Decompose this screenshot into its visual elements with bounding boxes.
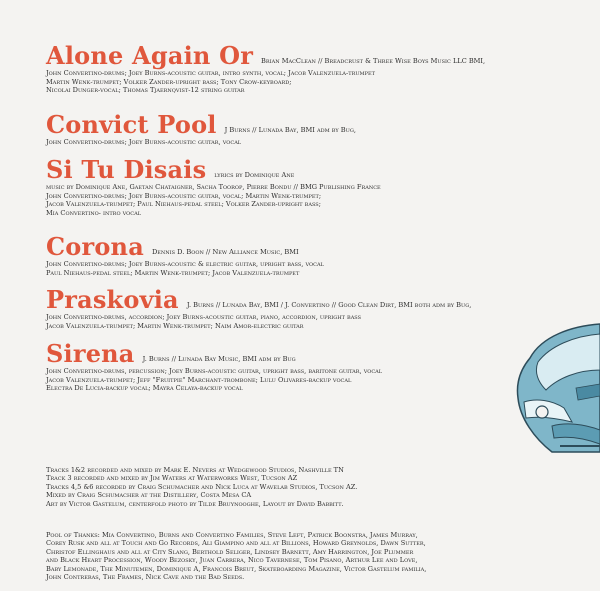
personnel-line: John Convertino-drums; Joey Burns-acoustic guitar, intro synth, vocal; Jacob Valenzuela-trumpet	[46, 69, 376, 77]
car-illustration-icon	[512, 318, 600, 458]
track-title: Sirena	[46, 339, 135, 368]
track-title: Praskovia	[46, 285, 179, 314]
thanks-line: Christof Ellinghaus and all at City Slang, Berthold Seliger, Lindsey Barnett, Amy Harrington, Joe Plummer	[46, 547, 414, 556]
track-credit: J. Burns // Lunada Bay Music, BMI adm by Bug	[142, 355, 296, 363]
personnel-line: John Convertino-drums; Joey Burns-acoustic guitar, vocal; Martin Wenk-trumpet;	[46, 191, 322, 200]
notes-line: Art by Victor Gastelum, centerfold photo by Tilde Bruynooghe, Layout by David Babbitt.	[46, 499, 344, 508]
personnel-line: Mia Convertino- intro vocal	[46, 208, 142, 217]
notes-line: Tracks 4,5 &6 recorded by Craig Schumacher and Nick Luca at Wavelab Studios, Tucson AZ.	[46, 482, 358, 491]
personnel-line: Jacob Valenzuela-trumpet; Jeff "Fruitpie" Marchant-trombone; Lulu Olivares-backup vocal	[46, 375, 352, 384]
personnel-line: John Convertino-drums; Joey Burns-acoustic & electric guitar, upright bass, vocal	[46, 260, 324, 268]
track-sirena	[46, 341, 586, 393]
thanks-line: John Contreras, The Frames, Nick Cave and the Bad Seeds.	[46, 573, 245, 582]
notes-line: Tracks 1&2 recorded and mixed by Mark E. Nevers at Wedgewood Studios, Nashville TN	[46, 466, 344, 474]
track-convict-pool	[46, 112, 586, 147]
personnel-line: John Convertino-drums, percussion; Joey Burns-acoustic guitar, upright bass, baritone guitar, vocal	[46, 367, 383, 375]
thanks-line: Pool of Thanks: Mia Convertino, Burns and Convertino Families, Steve Left, Patrick Boonstra, James Murray,	[46, 531, 418, 539]
recording-notes	[46, 466, 566, 508]
thanks-line: Baby Lemonade, The Minutemen, Dominique A, Francois Breut, Skateboarding Magazine, Victor Gastelum familia,	[46, 564, 427, 573]
track-title: Si Tu Disais	[46, 155, 207, 184]
personnel-line: Nicolai Dunger-vocal; Thomas Tjaernqvist-12 string guitar	[46, 86, 245, 95]
track-alone-again-or	[46, 43, 586, 95]
track-credit: J. Burns // Lunada Bay, BMI / J. Convertino // Good Clean Dirt, BMI both adm by Bug,	[186, 301, 472, 309]
track-title: Corona	[46, 232, 144, 261]
track-title: Convict Pool	[46, 110, 217, 139]
track-si-tu-disais	[46, 157, 586, 217]
personnel-line: Paul Niehaus-pedal steel; Martin Wenk-trumpet; Jacob Valenzuela-trumpet	[46, 268, 300, 277]
track-corona	[46, 234, 586, 277]
personnel-line: music by Dominique Ane, Gaetan Chataigner, Sacha Toorop, Pierre Bondu // BMG Publishing France	[46, 183, 381, 191]
personnel-line: John Convertino-drums, accordion; Joey Burns-acoustic guitar, piano, accordion, upright bass	[46, 313, 362, 321]
personnel-line: Jacob Valenzuela-trumpet; Paul Niehaus-pedal steel; Volker Zander-upright bass;	[46, 200, 321, 209]
track-credit: Brian MacClean // Breadcrust & Three Wise Boys Music LLC BMI,	[261, 57, 486, 65]
personnel-line: Martin Wenk-trumpet; Volker Zander-upright bass; Tony Crow-keyboard;	[46, 77, 292, 86]
notes-line: Track 3 recorded and mixed by Jim Waters at Waterworks West, Tucson AZ	[46, 474, 298, 483]
personnel-line: Jacob Valenzuela-trumpet; Martin Wenk-trumpet; Naim Amor-electric guitar	[46, 321, 304, 330]
track-title: Alone Again Or	[46, 41, 254, 70]
thanks-section	[46, 531, 566, 581]
thanks-line: Corey Rusk and all at Touch and Go Records, Ali Giampino and all at Billions, Howard Greynolds, Dawn Sutter,	[46, 539, 426, 548]
personnel-line: Electra De Lucia-backup vocal; Mayra Celaya-backup vocal	[46, 384, 243, 393]
notes-line: Mixed by Craig Schumacher at the Distillery, Costa Mesa CA	[46, 491, 252, 500]
track-credit: J Burns // Lunada Bay, BMI adm by Bug,	[224, 126, 356, 134]
track-praskovia	[46, 287, 586, 330]
track-credit: lyrics by Dominique Ane	[214, 171, 295, 179]
thanks-line: and Black Heart Procession, Woody Bezosky, Juan Carrera, Nico Tavernese, Tom Pisano, Arthur Lee and Love,	[46, 556, 418, 565]
personnel-line: John Convertino-drums; Joey Burns-acoustic guitar, vocal	[46, 138, 242, 146]
track-credit: Dennis D. Boon // New Alliance Music, BMI	[151, 248, 299, 256]
